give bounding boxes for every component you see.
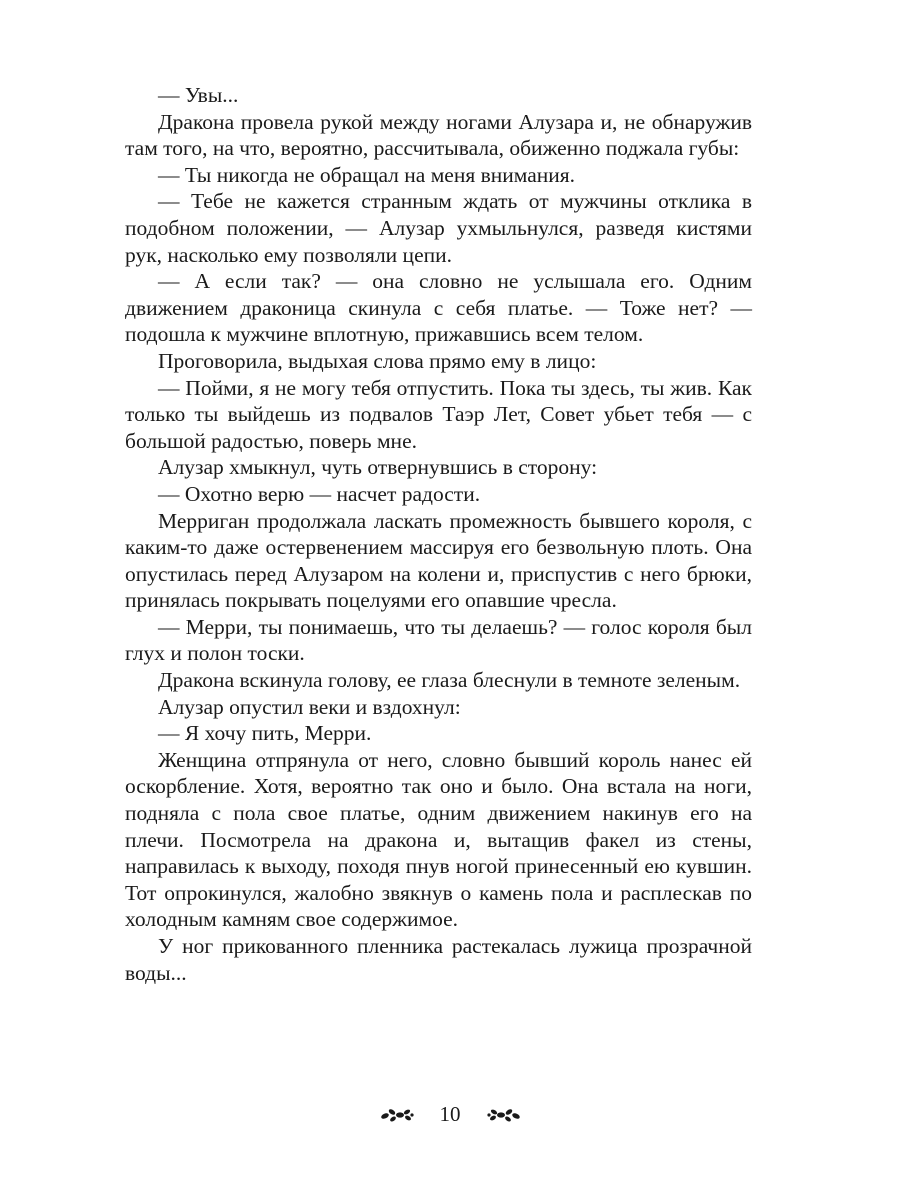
- paragraph: Алузар опустил веки и вздохнул:: [158, 694, 461, 719]
- paragraph: — Пойми, я не могу тебя отпустить. Пока ты здесь, ты жив. Как только ты выйдешь из подвалов Таэр Лет, Совет убьет тебя — с большой радостью, поверь мне.: [125, 375, 752, 453]
- paragraph: Дракона вскинула голову, ее глаза блеснули в темноте зеленым.: [158, 668, 741, 693]
- page-footer: [0, 1097, 900, 1131]
- body-text: [125, 82, 752, 986]
- paragraph: — Тебе не кажется странным ждать от мужчины отклика в подобном положении, — Алузар ухмыльнулся, разведя кистями рук, насколько ему позволяли цепи.: [125, 189, 752, 267]
- paragraph: — Ты никогда не обращал на меня внимания.: [158, 162, 576, 187]
- paragraph: Дракона провела рукой между ногами Алузара и, не обнаружив там того, на что, вероятно, рассчитывала, обиженно поджала губы:: [125, 109, 752, 161]
- paragraph: Мерриган продолжала ласкать промежность бывшего короля, с каким-то даже остервенением массируя его безвольную плоть. Она опустилась перед Алузаром на колени и, приспустив с него брюки, принялась покрывать поцелуями его опавшие чресла.: [125, 508, 752, 613]
- right-floral-ornament-icon: [487, 1105, 521, 1123]
- paragraph: — А если так? — она словно не услышала его. Одним движением драконица скинула с себя платье. — Тоже нет? — подошла к мужчине вплотную, прижавшись всем телом.: [125, 269, 752, 347]
- paragraph: — Охотно верю — насчет радости.: [158, 481, 481, 506]
- paragraph: — Увы...: [158, 83, 239, 107]
- page-number: 10: [439, 1101, 461, 1126]
- paragraph: Алузар хмыкнул, чуть отвернувшись в сторону:: [158, 455, 598, 480]
- paragraph: — Мерри, ты понимаешь, что ты делаешь? — голос короля был глух и полон тоски.: [125, 614, 752, 666]
- paragraph: — Я хочу пить, Мерри.: [158, 721, 372, 746]
- paragraph: У ног прикованного пленника растекалась лужица прозрачной воды...: [125, 934, 752, 985]
- left-floral-ornament-icon: [380, 1105, 414, 1123]
- paragraph: Женщина отпрянула от него, словно бывший король нанес ей оскорбление. Хотя, вероятно так оно и было. Она встала на ноги, подняла с пола свое платье, одним движением накинув его на плечи. Посмотрела на дракона и, вытащив факел из стены, направилась к выходу, походя пнув ногой принесенный ею кувшин. Тот опрокинулся, жалобно звякнув о камень пола и расплескав по холодным камням свое содержимое.: [125, 747, 752, 932]
- paragraph: Проговорила, выдыхая слова прямо ему в лицо:: [158, 348, 597, 373]
